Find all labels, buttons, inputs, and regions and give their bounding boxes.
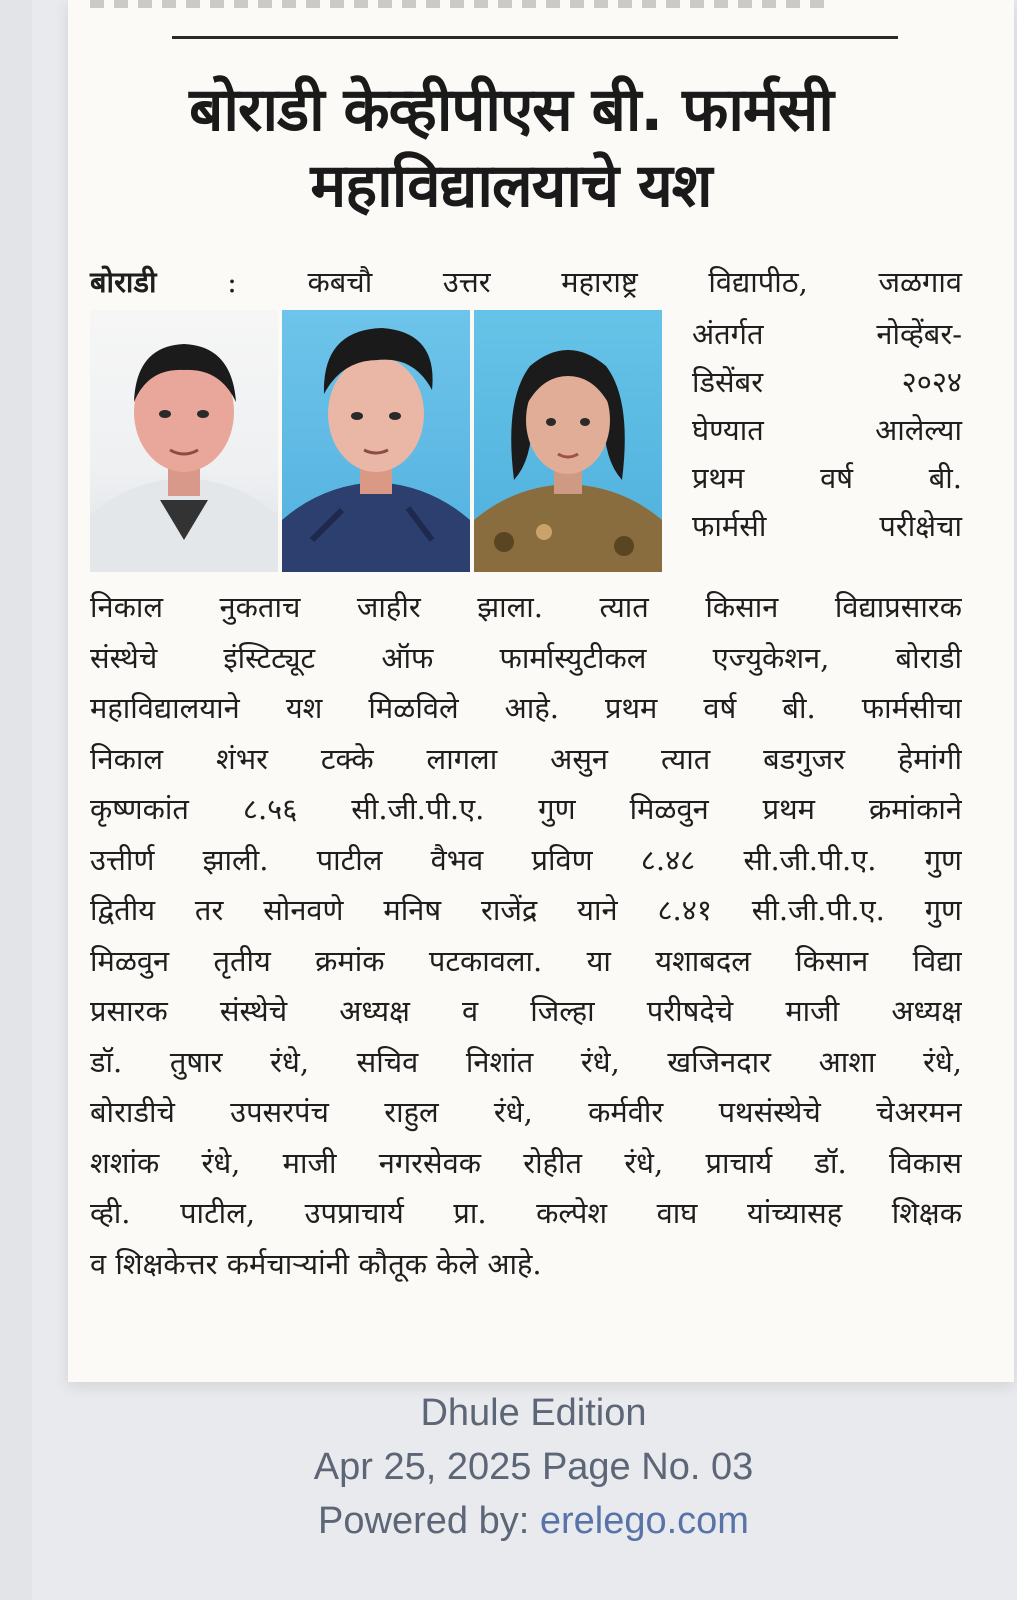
body-line: उत्तीर्ण झाली. पाटील वैभव प्रविण ८.४८ सी.जी.पी.ए. गुण [90, 842, 962, 877]
body-line: मिळवुन तृतीय क्रमांक पटकावला. या यशाबदल किसान विद्या [90, 943, 962, 978]
student-photo-2 [282, 310, 470, 572]
edition-date-page: Apr 25, 2025 Page No. 03 [313, 1446, 754, 1488]
student-photo-3 [474, 310, 662, 572]
male-student-portrait-icon [282, 310, 470, 572]
dateline: बोराडी [90, 265, 157, 299]
powered-by [0, 1500, 1017, 1543]
body-line: व शिक्षकेत्तर कर्मचाऱ्यांनी कौतूक केले आहे. [90, 1246, 542, 1281]
article-body [90, 582, 962, 1289]
body-line: महाविद्यालयाने यश मिळविले आहे. प्रथम वर्ष बी. फार्मसीचा [90, 691, 962, 725]
newspaper-clipping [68, 0, 1014, 1382]
article-intro-line [90, 258, 962, 306]
student-photo-1 [90, 310, 278, 572]
edition-name: Dhule Edition [420, 1392, 647, 1434]
body-line: प्रसारक संस्थेचे अध्यक्ष व जिल्हा परीषदेचे माजी अध्यक्ष [90, 994, 962, 1028]
female-student-portrait-icon [474, 310, 662, 572]
side-line: फार्मसी परीक्षेचा [692, 509, 962, 543]
headline-line-2: महाविद्यालयाचे यश [310, 151, 712, 221]
headline-rule [172, 36, 898, 39]
headline-line-1: बोराडी केव्हीपीएस बी. फार्मसी [189, 75, 833, 145]
body-line: निकाल नुकताच जाहीर झाला. त्यात किसान विद्याप्रसारक [90, 590, 962, 624]
body-line: निकाल शंभर टक्के लागला असुन त्यात बडगुजर हेमांगी [90, 741, 962, 776]
body-line: शशांक रंधे, माजी नगरसेवक रोहीत रंधे, प्राचार्य डॉ. विकास [90, 1145, 962, 1180]
previous-article-text-fragment [90, 0, 834, 8]
body-line: द्वितीय तर सोनवणे मनिष राजेंद्र याने ८.४१ सी.जी.पी.ए. गुण [90, 893, 962, 927]
side-line: डिसेंबर २०२४ [692, 365, 962, 399]
edition-footer [0, 1382, 1017, 1600]
article-side-column [692, 310, 962, 550]
body-line: कृष्णकांत ८.५६ सी.जी.पी.ए. गुण मिळवुन प्रथम क्रमांकाने [90, 792, 962, 826]
student-photos [90, 310, 670, 572]
male-student-portrait-icon [90, 310, 278, 572]
erelego-link[interactable]: erelego.com [539, 1500, 749, 1542]
body-line: संस्थेचे इंस्टिट्यूट ऑफ फार्मास्युटीकल एज्युकेशन, बोराडी [90, 640, 962, 675]
left-edge-strip [0, 0, 32, 1600]
article-headline [88, 72, 934, 224]
side-line: अंतर्गत नोव्हेंबर- [692, 317, 962, 351]
powered-by-label: Powered by: [318, 1500, 540, 1542]
intro-text: : कबचौ उत्तर महाराष्ट्र विद्यापीठ, जळगाव [156, 265, 962, 299]
body-line: डॉ. तुषार रंधे, सचिव निशांत रंधे, खजिनदार आशा रंधे, [90, 1044, 962, 1079]
side-line: प्रथम वर्ष बी. [692, 461, 962, 495]
body-line: बोराडीचे उपसरपंच राहुल रंधे, कर्मवीर पथसंस्थेचे चेअरमन [90, 1095, 962, 1129]
side-line: घेण्यात आलेल्या [692, 413, 962, 447]
body-line: व्ही. पाटील, उपप्राचार्य प्रा. कल्पेश वाघ यांच्यासह शिक्षक [90, 1196, 962, 1230]
